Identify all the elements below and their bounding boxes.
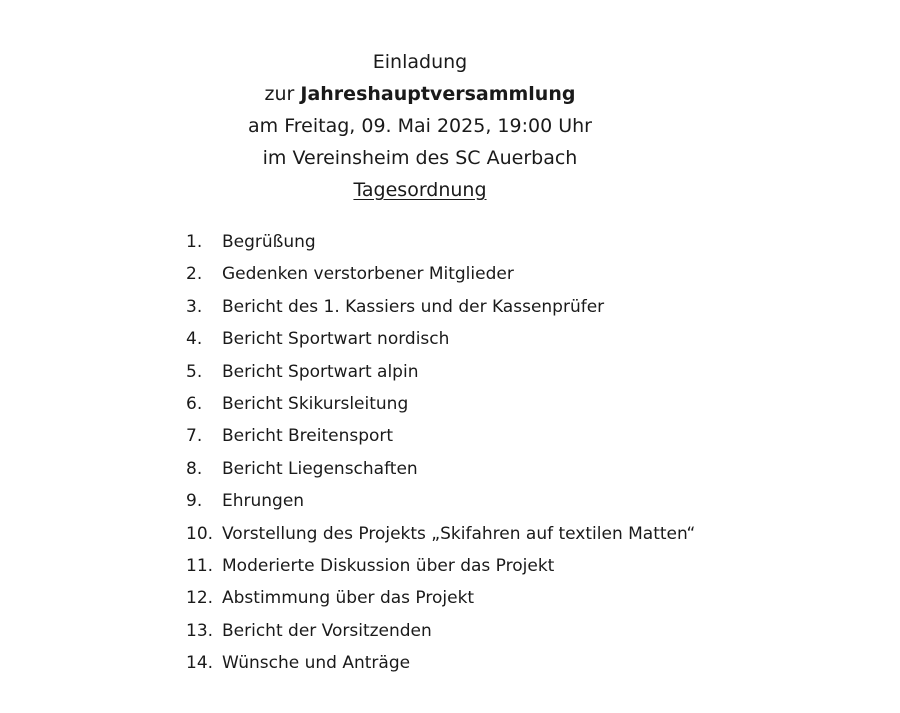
agenda-item-text: Moderierte Diskussion über das Projekt [222,555,555,576]
agenda-item [186,615,695,647]
agenda-item [186,518,695,550]
agenda-item [186,420,695,452]
agenda-item-text: Ehrungen [222,491,305,512]
agenda-item-text: Bericht der Vorsitzenden [222,620,432,641]
meeting-location: im Vereinsheim des SC Auerbach [262,147,578,169]
invitation-header [0,46,840,206]
agenda-item [186,582,695,614]
agenda-item-number: 13. [186,620,214,641]
agenda-item-text: Bericht Sportwart alpin [222,361,419,382]
agenda-item [186,356,695,388]
agenda-item-number: 7. [186,426,203,447]
agenda-item [186,388,695,420]
agenda-item-text: Gedenken verstorbener Mitglieder [222,264,514,285]
agenda-item-number: 2. [186,264,203,285]
agenda-item-number: 5. [186,361,203,382]
agenda-item-text: Abstimmung über das Projekt [222,588,475,609]
agenda-item-number: 9. [186,491,203,512]
agenda-title-text: Tagesordnung [353,179,487,201]
invitation-title: Einladung [372,51,468,73]
agenda-item-number: 14. [186,653,214,674]
agenda-item [186,453,695,485]
meeting-date: am Freitag, 09. Mai 2025, 19:00 Uhr [248,115,592,137]
agenda-item-text: Wünsche und Anträge [222,653,411,674]
agenda-item-number: 4. [186,329,203,350]
agenda-item [186,323,695,355]
agenda-item-number: 8. [186,458,203,479]
agenda-item-text: Bericht Sportwart nordisch [222,329,450,350]
agenda-item-number: 12. [186,588,214,609]
agenda-item-text: Bericht Skikursleitung [222,393,409,414]
meeting-type-prefix: zur [264,83,301,105]
agenda-item [186,647,695,679]
agenda-item-number: 3. [186,296,203,317]
agenda-item [186,550,695,582]
agenda-list [186,226,695,679]
agenda-item [186,291,695,323]
agenda-item-number: 1. [186,232,203,252]
agenda-item [186,485,695,517]
agenda-item-number: 10. [186,523,214,544]
agenda-item-text: Bericht Liegenschaften [222,458,418,479]
agenda-item-number: 11. [186,555,214,576]
agenda-item [186,258,695,290]
agenda-item-text: Bericht des 1. Kassiers und der Kassenprüfer [222,296,605,317]
agenda-item-text: Vorstellung des Projekts „Skifahren auf textilen Matten“ [222,523,696,544]
meeting-type-line [0,78,840,110]
agenda-item-number: 6. [186,393,203,414]
agenda-item-text: Bericht Breitensport [222,426,394,447]
agenda-item [186,226,695,258]
meeting-type-name: Jahreshauptversammlung [300,83,576,105]
agenda-title [0,174,840,206]
agenda-item-text: Begrüßung [222,232,316,252]
